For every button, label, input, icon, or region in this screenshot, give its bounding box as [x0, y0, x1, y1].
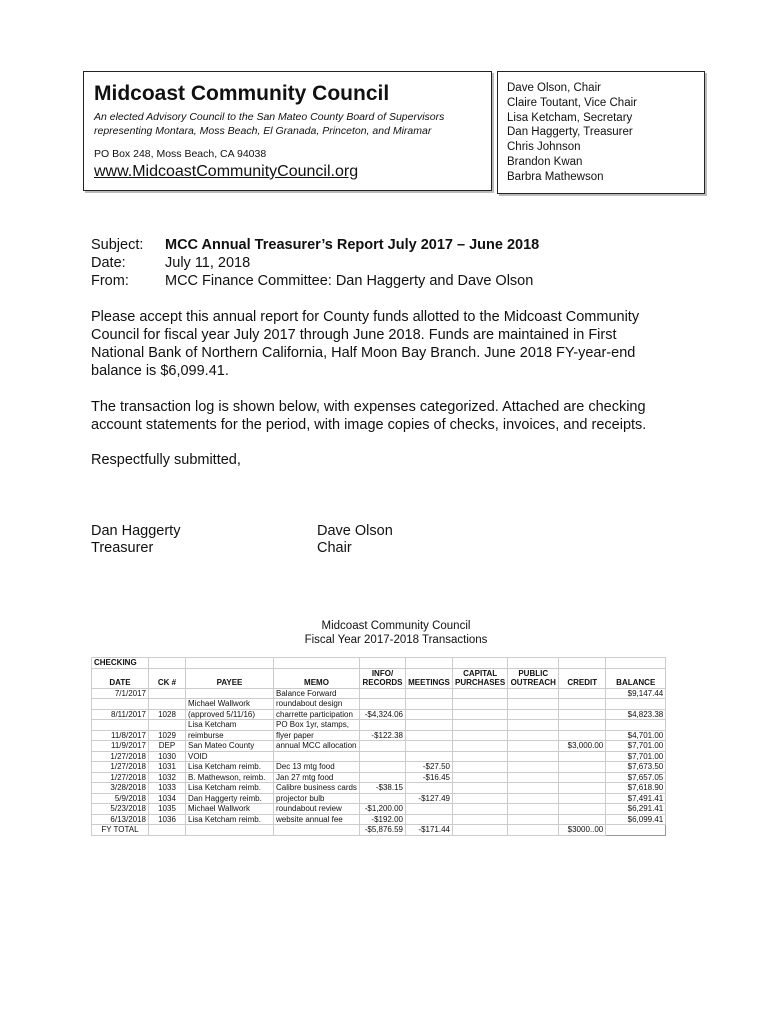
cell-payee: Lisa Ketcham reimb. — [186, 762, 274, 773]
cell-bal: $6,291.41 — [606, 804, 666, 815]
cell-ck — [149, 720, 186, 731]
cell-bal — [606, 720, 666, 731]
cell-cap — [453, 730, 508, 741]
cell-bal — [606, 699, 666, 710]
cell-info — [360, 699, 406, 710]
officers-list — [507, 81, 637, 185]
col-ck: CK # — [149, 668, 186, 688]
sig-name: Dave Olson — [317, 523, 393, 539]
officer: Dan Haggerty, Treasurer — [507, 126, 633, 139]
cell-bal: $7,701.00 — [606, 741, 666, 752]
cell-memo — [274, 751, 360, 762]
cell-date: 11/9/2017 — [92, 741, 149, 752]
cell-credit — [559, 720, 606, 731]
cell-memo: roundabout review — [274, 804, 360, 815]
cell-credit: $3,000.00 — [559, 741, 606, 752]
cell-memo: Balance Forward — [274, 688, 360, 699]
col-payee: PAYEE — [186, 668, 274, 688]
signature-treasurer — [91, 523, 180, 557]
cell-cap — [453, 741, 508, 752]
paragraph-line: balance is $6,099.41. — [91, 363, 229, 379]
cell-date — [92, 699, 149, 710]
table-row — [92, 751, 666, 762]
tagline-line: representing Montara, Moss Beach, El Granada, Princeton, and Miramar — [94, 125, 432, 137]
cell-credit — [559, 814, 606, 825]
cell-pub — [508, 688, 559, 699]
signature-chair — [317, 523, 393, 557]
cell-info — [360, 688, 406, 699]
cell-info — [360, 772, 406, 783]
cell-cap — [453, 762, 508, 773]
cell-ck: DEP — [149, 741, 186, 752]
cell-date: 1/27/2018 — [92, 772, 149, 783]
table-row — [92, 688, 666, 699]
section-row — [92, 658, 666, 669]
col-capital-line: CAPITAL — [463, 668, 498, 678]
cell-meet: -$127.49 — [406, 793, 453, 804]
total-meetings: -$171.44 — [406, 825, 453, 836]
cell-bal: $7,673.50 — [606, 762, 666, 773]
paragraph-line: National Bank of Northern California, Half Moon Bay Branch. June 2018 FY-year-end — [91, 345, 636, 361]
cell-info — [360, 741, 406, 752]
table-row — [92, 804, 666, 815]
cell-credit — [559, 804, 606, 815]
cell-payee: Lisa Ketcham reimb. — [186, 783, 274, 794]
cell-payee: B. Mathewson, reimb. — [186, 772, 274, 783]
cell-credit — [559, 793, 606, 804]
total-credit: $3000..00 — [559, 825, 606, 836]
cell-date: 1/27/2018 — [92, 762, 149, 773]
total-info: -$5,876.59 — [360, 825, 406, 836]
cell-ck: 1033 — [149, 783, 186, 794]
sig-name: Dan Haggerty — [91, 523, 181, 539]
cell-bal: $4,701.00 — [606, 730, 666, 741]
cell-payee — [186, 688, 274, 699]
cell-credit — [559, 688, 606, 699]
col-public-line: PUBLIC — [518, 668, 549, 678]
cell-memo: Calibre business cards — [274, 783, 360, 794]
col-public — [508, 668, 559, 688]
table-row — [92, 720, 666, 731]
cell-meet — [406, 720, 453, 731]
cell-credit — [559, 699, 606, 710]
cell-ck: 1030 — [149, 751, 186, 762]
cell-info: -$1,200.00 — [360, 804, 406, 815]
cell-cap — [453, 751, 508, 762]
cell-bal: $7,618.90 — [606, 783, 666, 794]
body-paragraph-2 — [91, 398, 691, 434]
cell-credit — [559, 762, 606, 773]
cell-meet — [406, 804, 453, 815]
sig-title: Chair — [317, 540, 352, 556]
cell-date: 5/9/2018 — [92, 793, 149, 804]
cell-ck: 1029 — [149, 730, 186, 741]
cell-memo: Jan 27 mtg food — [274, 772, 360, 783]
cell-date: 1/27/2018 — [92, 751, 149, 762]
officer: Chris Johnson — [507, 141, 581, 154]
subject-label: Subject: — [91, 237, 144, 253]
table-title — [11, 619, 770, 647]
paragraph-line: Council for fiscal year July 2017 through June 2018. Funds are maintained in First — [91, 327, 617, 343]
table-title-line: Midcoast Community Council — [321, 620, 471, 632]
table-row — [92, 762, 666, 773]
cell-info — [360, 720, 406, 731]
cell-pub — [508, 772, 559, 783]
officer: Dave Olson, Chair — [507, 82, 601, 94]
memo-subject — [91, 237, 539, 253]
table-title-line: Fiscal Year 2017-2018 Transactions — [304, 634, 488, 646]
cell-info: -$4,324.06 — [360, 709, 406, 720]
cell-ck: 1031 — [149, 762, 186, 773]
cell-meet — [406, 783, 453, 794]
cell-pub — [508, 709, 559, 720]
cell-meet — [406, 699, 453, 710]
officer: Claire Toutant, Vice Chair — [507, 96, 637, 109]
from-value: MCC Finance Committee: Dan Haggerty and Dave Olson — [165, 273, 534, 289]
org-website-link[interactable]: www.MidcoastCommunityCouncil.org — [94, 163, 359, 180]
col-credit: CREDIT — [559, 668, 606, 688]
table-row — [92, 793, 666, 804]
cell-bal: $6,099.41 — [606, 814, 666, 825]
cell-cap — [453, 699, 508, 710]
cell-pub — [508, 720, 559, 731]
col-info-line: RECORDS — [362, 678, 403, 687]
cell-credit — [559, 783, 606, 794]
cell-payee: Michael Wallwork — [186, 804, 274, 815]
cell-meet — [406, 709, 453, 720]
cell-meet — [406, 741, 453, 752]
cell-bal: $7,491.41 — [606, 793, 666, 804]
paragraph-line: The transaction log is shown below, with expenses categorized. Attached are checking — [91, 399, 646, 415]
cell-date: 7/1/2017 — [92, 688, 149, 699]
body-paragraph-1 — [91, 308, 691, 380]
col-date: DATE — [92, 668, 149, 688]
cell-pub — [508, 751, 559, 762]
cell-bal: $7,701.00 — [606, 751, 666, 762]
col-balance: BALANCE — [606, 668, 666, 688]
table-row — [92, 814, 666, 825]
header-row — [92, 668, 666, 688]
closing: Respectfully submitted, — [91, 452, 241, 468]
cell-ck: 1034 — [149, 793, 186, 804]
letterhead-box — [83, 71, 492, 191]
officer: Barbra Mathewson — [507, 170, 604, 183]
cell-memo: website annual fee — [274, 814, 360, 825]
cell-pub — [508, 762, 559, 773]
cell-ck — [149, 699, 186, 710]
date-label: Date: — [91, 255, 126, 271]
cell-payee: Lisa Ketcham — [186, 720, 274, 731]
org-tagline — [94, 110, 489, 138]
cell-meet — [406, 730, 453, 741]
cell-cap — [453, 772, 508, 783]
cell-cap — [453, 793, 508, 804]
col-capital-line: PURCHASES — [455, 678, 506, 687]
memo-date — [91, 255, 250, 271]
cell-pub — [508, 730, 559, 741]
cell-date: 5/23/2018 — [92, 804, 149, 815]
cell-meet — [406, 814, 453, 825]
cell-cap — [453, 720, 508, 731]
cell-pub — [508, 783, 559, 794]
table-row — [92, 730, 666, 741]
cell-cap — [453, 783, 508, 794]
date-value: July 11, 2018 — [165, 255, 251, 271]
cell-memo: projector bulb — [274, 793, 360, 804]
cell-meet — [406, 688, 453, 699]
cell-cap — [453, 688, 508, 699]
cell-credit — [559, 772, 606, 783]
paragraph-line: account statements for the period, with image copies of checks, invoices, and receipts. — [91, 417, 647, 433]
paragraph-line: Please accept this annual report for County funds allotted to the Midcoast Community — [91, 309, 640, 325]
sig-title: Treasurer — [91, 540, 154, 556]
cell-ck: 1035 — [149, 804, 186, 815]
cell-credit — [559, 751, 606, 762]
org-address: PO Box 248, Moss Beach, CA 94038 — [94, 148, 267, 160]
cell-memo: roundabout design — [274, 699, 360, 710]
cell-info: -$192.00 — [360, 814, 406, 825]
transactions-table — [91, 657, 666, 836]
cell-payee: Lisa Ketcham reimb. — [186, 814, 274, 825]
section-label: CHECKING — [92, 658, 149, 669]
cell-info — [360, 793, 406, 804]
table-row — [92, 783, 666, 794]
officers-box — [497, 71, 705, 194]
cell-cap — [453, 804, 508, 815]
cell-info: -$38.15 — [360, 783, 406, 794]
cell-date — [92, 720, 149, 731]
cell-date: 11/8/2017 — [92, 730, 149, 741]
cell-ck: 1028 — [149, 709, 186, 720]
table-row — [92, 709, 666, 720]
cell-payee: Dan Haggerty reimb. — [186, 793, 274, 804]
cell-payee: reimburse — [186, 730, 274, 741]
cell-ck — [149, 688, 186, 699]
tagline-line: An elected Advisory Council to the San Mateo County Board of Supervisors — [94, 111, 445, 123]
table-row — [92, 699, 666, 710]
cell-meet — [406, 751, 453, 762]
col-info — [360, 668, 406, 688]
officer: Lisa Ketcham, Secretary — [507, 111, 633, 124]
total-label: FY TOTAL — [92, 825, 149, 836]
col-info-line: INFO/ — [371, 668, 394, 678]
table-row — [92, 741, 666, 752]
cell-payee: Michael Wallwork — [186, 699, 274, 710]
cell-pub — [508, 699, 559, 710]
col-meetings: MEETINGS — [406, 668, 453, 688]
cell-meet: -$27.50 — [406, 762, 453, 773]
cell-meet: -$16.45 — [406, 772, 453, 783]
cell-pub — [508, 804, 559, 815]
cell-info — [360, 751, 406, 762]
cell-info: -$122.38 — [360, 730, 406, 741]
cell-pub — [508, 793, 559, 804]
transactions-body — [92, 688, 666, 825]
cell-info — [360, 762, 406, 773]
cell-memo: charrette participation — [274, 709, 360, 720]
cell-memo: Dec 13 mtg food — [274, 762, 360, 773]
subject-value: MCC Annual Treasurer’s Report July 2017 – June 2018 — [165, 237, 540, 253]
cell-bal: $9,147.44 — [606, 688, 666, 699]
cell-ck: 1036 — [149, 814, 186, 825]
cell-pub — [508, 741, 559, 752]
cell-payee: (approved 5/11/16) — [186, 709, 274, 720]
cell-ck: 1032 — [149, 772, 186, 783]
total-row — [92, 825, 666, 836]
col-capital — [453, 668, 508, 688]
cell-payee: San Mateo County — [186, 741, 274, 752]
cell-date: 3/28/2018 — [92, 783, 149, 794]
memo-from — [91, 273, 533, 289]
officer: Brandon Kwan — [507, 155, 583, 168]
col-public-line: OUTREACH — [510, 678, 556, 687]
col-memo: MEMO — [274, 668, 360, 688]
cell-cap — [453, 814, 508, 825]
cell-date: 8/11/2017 — [92, 709, 149, 720]
table-row — [92, 772, 666, 783]
cell-memo: PO Box 1yr, stamps, — [274, 720, 360, 731]
cell-bal: $4,823.38 — [606, 709, 666, 720]
from-label: From: — [91, 273, 129, 289]
cell-payee: VOID — [186, 751, 274, 762]
cell-cap — [453, 709, 508, 720]
cell-pub — [508, 814, 559, 825]
org-name: Midcoast Community Council — [94, 82, 390, 105]
cell-credit — [559, 709, 606, 720]
cell-bal: $7,657.05 — [606, 772, 666, 783]
cell-credit — [559, 730, 606, 741]
cell-date: 6/13/2018 — [92, 814, 149, 825]
cell-memo: flyer paper — [274, 730, 360, 741]
cell-memo: annual MCC allocation — [274, 741, 360, 752]
